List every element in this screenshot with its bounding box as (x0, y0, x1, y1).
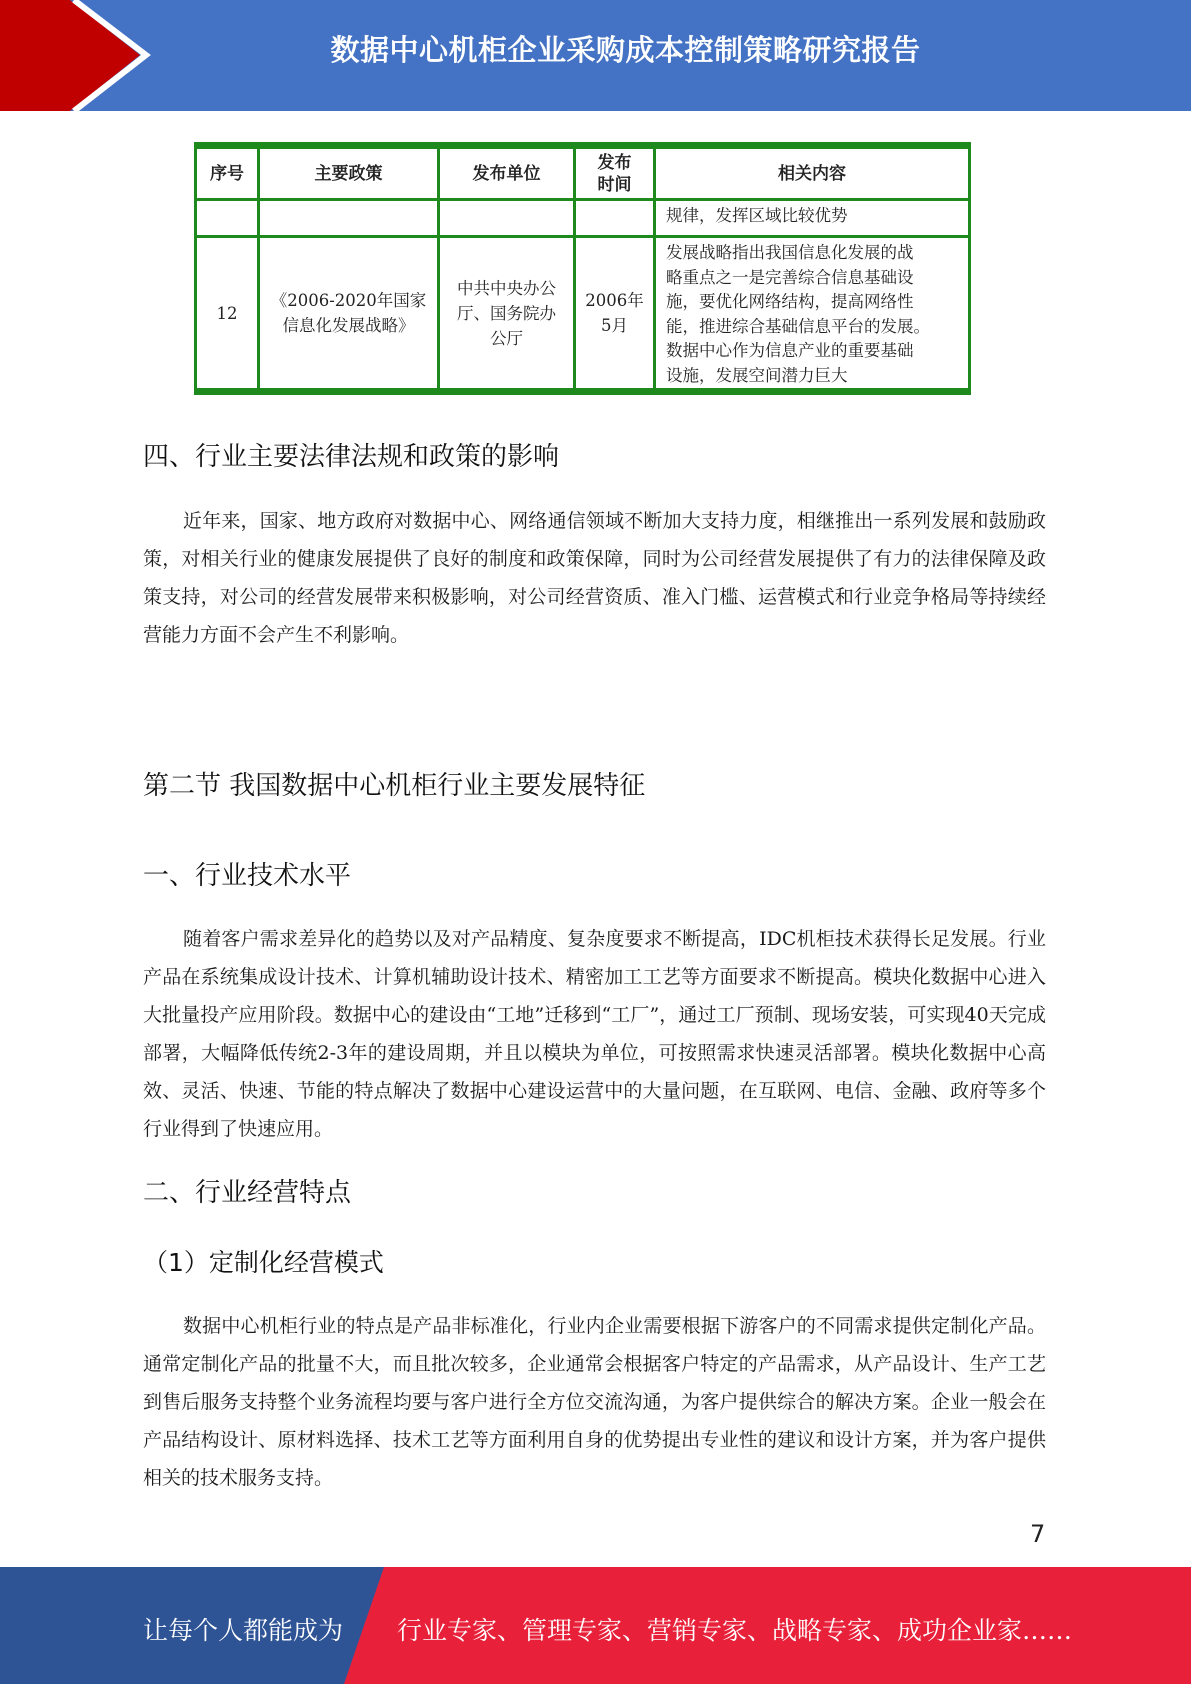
cell-line: 施，要优化网络结构，提高网络性 (666, 292, 914, 311)
col-header-time-line: 发布 (597, 152, 632, 173)
section-heading-business-features: 二、行业经营特点 (143, 1178, 352, 1208)
report-title: 数据中心机柜企业采购成本控制策略研究报告 (330, 33, 921, 67)
cell-line: 数据中心作为信息产业的重要基础 (666, 341, 914, 360)
cell-line: 《2006-2020年国家 (270, 291, 427, 310)
cell-policy (259, 200, 439, 237)
table-header-row (196, 146, 970, 200)
section-heading-policy-impact: 四、行业主要法律法规和政策的影响 (143, 442, 560, 472)
cell-line: 5月 (601, 316, 628, 335)
policy-table (194, 142, 971, 395)
table-row (196, 200, 970, 237)
cell-line: 能，推进综合基础信息平台的发展。 (666, 316, 930, 336)
cell-line: 2006年 (585, 291, 644, 310)
page-number: 7 (1030, 1520, 1046, 1548)
cell-line: 发展战略指出我国信息化发展的战 (666, 243, 914, 262)
cell-number (196, 200, 259, 237)
col-header-time (575, 146, 655, 200)
col-header-time-line: 时间 (597, 174, 632, 195)
table-row (196, 237, 970, 392)
col-header-number: 序号 (196, 146, 259, 200)
page-header (0, 0, 1191, 111)
cell-line: 信息化发展战略》 (282, 316, 415, 335)
col-header-issuer: 发布单位 (439, 146, 575, 200)
paragraph-policy-impact: 近年来，国家、地方政府对数据中心、网络通信领域不断加大支持力度，相继推出一系列发展和鼓励政策，对相关行业的健康发展提供了良好的制度和政策保障，同时为公司经营发展提供了有力的法律保障及政策支持，对公司的经营发展带来积极影响，对公司经营资质、准入门槛、运营模式和行业竞争格局等持续经营能力方面不会产生不利影响。 (143, 510, 1046, 646)
cell-line: 厅、国务院办 (457, 303, 556, 323)
cell-time (575, 237, 655, 392)
chapter-section-heading: 第二节 我国数据中心机柜行业主要发展特征 (143, 771, 646, 801)
cell-content (655, 237, 970, 392)
cell-line: 略重点之一是完善综合信息基础设 (666, 267, 914, 287)
page-footer (0, 1567, 1191, 1684)
cell-line: 设施，发展空间潜力巨大 (666, 365, 848, 385)
paragraph-tech-level: 随着客户需求差异化的趋势以及对产品精度、复杂度要求不断提高，IDC机柜技术获得长足发展。行业产品在系统集成设计技术、计算机辅助设计技术、精密加工工艺等方面要求不断提高。模块化数据中心进入大批量投产应用阶段。数据中心的建设由“工地”迁移到“工厂”，通过工厂预制、现场安装，可实现40天完成部署，大幅降低传统2-3年的建设周期，并且以模块为单位，可按照需求快速灵活部署。模块化数据中心高效、灵活、快速、节能的特点解决了数据中心建设运营中的大量问题，在互联网、电信、金融、政府等多个行业得到了快速应用。 (143, 928, 1046, 1140)
cell-time (575, 200, 655, 237)
cell-issuer (439, 200, 575, 237)
paragraph-custom-model: 数据中心机柜行业的特点是产品非标准化，行业内企业需要根据下游客户的不同需求提供定制化产品。通常定制化产品的批量不大，而且批次较多，企业通常会根据客户特定的产品需求，从产品设计、生产工艺到售后服务支持整个业务流程均要与客户进行全方位交流沟通，为客户提供综合的解决方案。企业一般会在产品结构设计、原材料选择、技术工艺等方面利用自身的优势提出专业性的建议和设计方案，并为客户提供相关的技术服务支持。 (143, 1315, 1046, 1489)
cell-content: 规律，发挥区域比较优势 (655, 200, 970, 237)
sub-heading-custom-model: （1）定制化经营模式 (143, 1248, 384, 1277)
section-heading-tech-level: 一、行业技术水平 (143, 861, 352, 891)
footer-slogan-left: 让每个人都能成为 (143, 1616, 344, 1645)
cell-number: 12 (196, 237, 259, 392)
cell-issuer (439, 237, 575, 392)
cell-policy (259, 237, 439, 392)
cell-line: 公厅 (490, 328, 523, 348)
cell-line: 中共中央办公 (457, 278, 556, 298)
col-header-content: 相关内容 (655, 146, 970, 200)
footer-slogan-right: 行业专家、管理专家、营销专家、战略专家、成功企业家…… (397, 1616, 1073, 1645)
col-header-policy: 主要政策 (259, 146, 439, 200)
header-arrow-decoration (0, 0, 160, 111)
